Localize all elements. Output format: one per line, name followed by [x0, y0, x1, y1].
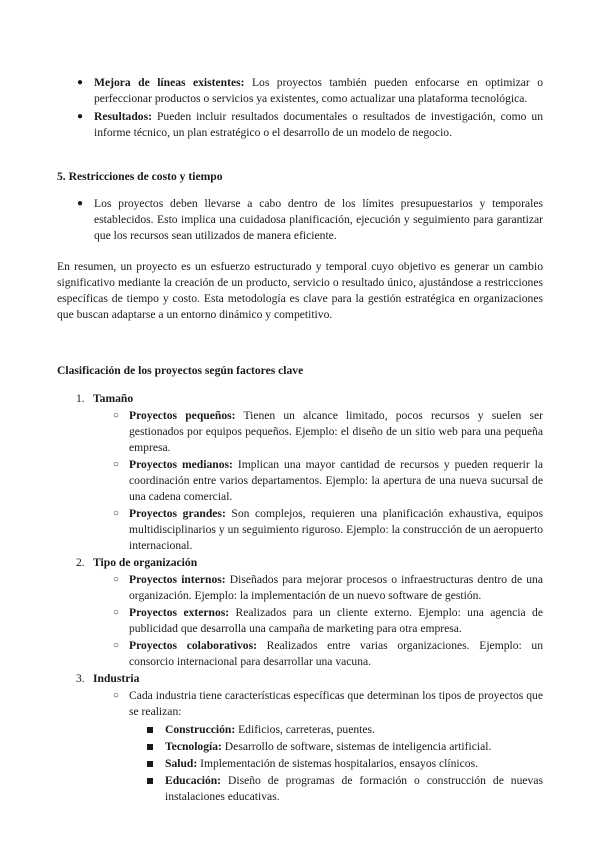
- classification-heading: Clasificación de los proyectos según factores clave: [57, 364, 304, 377]
- circle-bullet-icon: ○: [113, 607, 120, 618]
- list-item: ○ Proyectos internos: Diseñados para mejorar procesos o infraestructuras dentro de una organización. Ejemplo: la implementación de un nuevo software de gestión.: [113, 573, 543, 602]
- circle-bullet-icon: ○: [113, 574, 120, 585]
- list-item: ○ Proyectos grandes: Son complejos, requieren una planificación exhaustiva, equipos multidisciplinarios y un seguimiento riguroso. Ejemplo: la construcción de un aeropuerto internacional.: [113, 507, 543, 552]
- bullet-icon: ●: [77, 77, 84, 88]
- list-item: ○ Proyectos externos: Realizados para un cliente externo. Ejemplo: una agencia de publicidad que desarrolla una campaña de marketing para otra empresa.: [113, 606, 543, 635]
- bullet-icon: ●: [77, 111, 84, 122]
- list-item: ○ Cada industria tiene características específicas que determinan los tipos de proyectos que se realizan: Construcción: Edificios, carreteras, puentes. Tecnología: Desarrollo de software, sistemas de inteligencia artificial. Salud: Implementación de sistemas hospitalarios, ensayos clínicos. Educación: Diseño de programas de formación o construcción de nuevas instalaciones educativas.: [113, 689, 543, 803]
- item-text: Pueden incluir resultados documentales o resultados de investigación, como un informe técnico, un plan estratégico o el desarrollo de un modelo de negocio.: [94, 110, 543, 139]
- classification-item-organization: [57, 555, 543, 670]
- classification-list: [57, 391, 543, 806]
- list-item: ○ Proyectos medianos: Implican una mayor cantidad de recursos y pueden requerir la coordinación entre varios departamentos. Ejemplo: la apertura de una nueva sucursal de una cadena comercial.: [113, 458, 544, 503]
- item-text: Los proyectos también pueden enfocarse en optimizar o perfeccionar productos o servicios ya existentes, como actualizar una plataforma tecnológica.: [94, 76, 543, 105]
- item-title: Tamaño: [93, 392, 134, 405]
- circle-bullet-icon: ○: [113, 508, 120, 519]
- section5-bullet-list: [57, 196, 543, 246]
- summary-paragraph: En resumen, un proyecto es un esfuerzo estructurado y temporal cuyo objetivo es generar un cambio significativo mediante la creación de un producto, servicio o resultado único, ajustándose a restricciones específicas de tiempo y costo. Esta metodología es clave para la gestión estratégica en organizaciones que buscan adaptarse a un entorno dinámico y competitivo.: [57, 260, 543, 321]
- bullet-icon: ●: [77, 198, 84, 209]
- list-item: Educación: Diseño de programas de formación o construcción de nuevas instalaciones educativas.: [129, 773, 543, 805]
- section-heading: 5. Restricciones de costo y tiempo: [57, 170, 223, 183]
- item-number: 3.: [76, 672, 85, 685]
- list-item: [57, 109, 543, 141]
- square-bullet-icon: [147, 761, 153, 767]
- square-bullet-icon: [147, 778, 153, 784]
- item-title: Industria: [93, 672, 140, 685]
- list-item: [57, 196, 543, 244]
- circle-bullet-icon: ○: [113, 690, 120, 701]
- top-bullet-list: [57, 75, 543, 143]
- list-item: Construcción: Edificios, carreteras, puentes.: [129, 722, 543, 738]
- item-number: 2.: [76, 556, 85, 569]
- item-title: Tipo de organización: [93, 556, 198, 569]
- classification-item-industry: [57, 671, 543, 805]
- list-item: ○ Proyectos colaborativos: Realizados entre varias organizaciones. Ejemplo: un consorcio internacional para desarrollar una vacuna.: [113, 639, 544, 668]
- circle-bullet-icon: ○: [113, 459, 120, 470]
- list-item: Tecnología: Desarrollo de software, sistemas de inteligencia artificial.: [129, 739, 543, 755]
- item-text: Los proyectos deben llevarse a cabo dentro de los límites presupuestarios y temporales establecidos. Esto implica una cuidadosa planificación, ejecución y seguimiento para garantizar que los recursos sean utilizados de manera eficiente.: [94, 197, 543, 242]
- item-bold-label: Resultados:: [94, 110, 152, 123]
- classification-item-size: [57, 391, 543, 554]
- item-number: 1.: [76, 392, 85, 405]
- circle-bullet-icon: ○: [113, 410, 120, 421]
- square-bullet-icon: [147, 727, 153, 733]
- square-bullet-icon: [147, 744, 153, 750]
- list-item: Salud: Implementación de sistemas hospitalarios, ensayos clínicos.: [129, 756, 543, 772]
- list-item: [57, 75, 543, 107]
- circle-bullet-icon: ○: [113, 640, 120, 651]
- item-bold-label: Mejora de líneas existentes:: [94, 76, 245, 89]
- list-item: ○ Proyectos pequeños: Tienen un alcance limitado, pocos recursos y suelen ser gestionados por equipos pequeños. Ejemplo: el diseño de un sitio web para una pequeña empresa.: [113, 409, 543, 454]
